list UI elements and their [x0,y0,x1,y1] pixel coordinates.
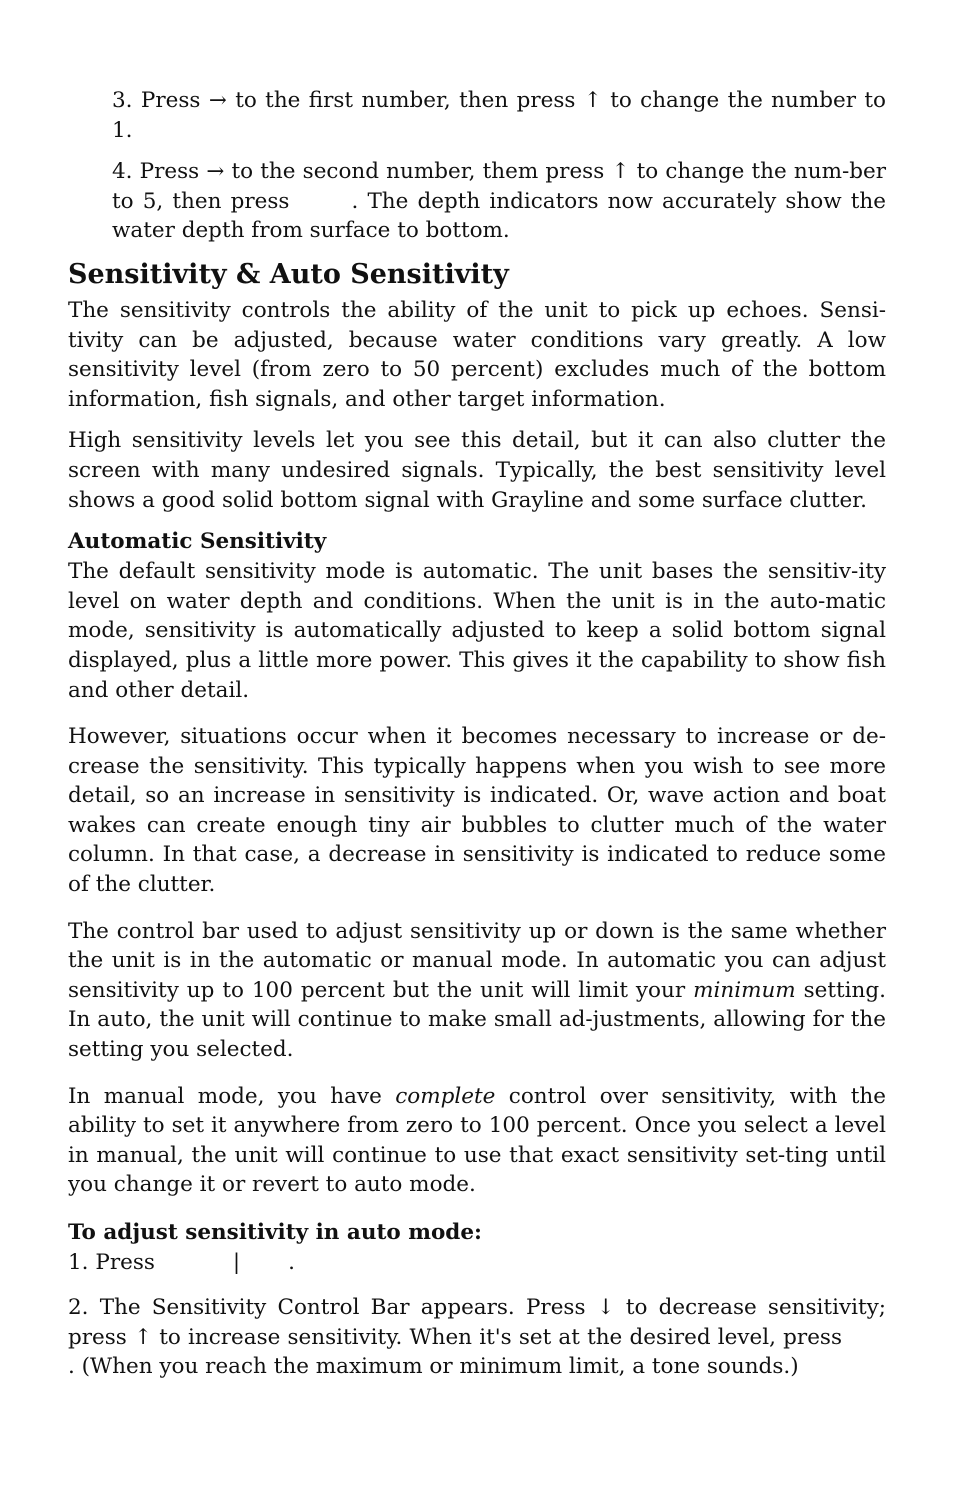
intro-paragraph-1: The sensitivity controls the ability of the unit to pick up echoes. Sensi-tivity can be adjusted, because water conditions vary greatly. A low sensitivity level (from zero to 50 percent) excludes much of the bottom information, fish signals, and other target information. [68,297,886,412]
procedure-step-1 [68,1248,886,1278]
auto-paragraph-4-text-b: control over sensitivity, with the ability to set it anywhere from zero to 100 percent. Once you select a level in manual, the unit will continue to use that exact sensitivity set-ting until you change it or revert to auto mode. [68,1083,886,1198]
procedure-heading: To adjust sensitivity in auto mode: [68,1220,482,1245]
emphasis-complete: complete [395,1083,496,1109]
step-2-text-b: . (When you reach the maximum or minimum limit, a tone sounds.) [68,1354,799,1380]
auto-paragraph-3-text-b: setting. In auto, the unit will continue to make small ad-justments, allowing for the setting you selected. [68,977,886,1063]
step-1-end: . [288,1249,295,1275]
step-4-text-b: . The depth indicators now accurately show the water depth from surface to bottom. [112,188,886,244]
auto-paragraph-3-text-a: The control bar used to adjust sensitivity up or down is the same whether the unit is in the automatic or manual mode. In automatic you can adjust sensitivity up to 100 percent but the unit will limit your [68,918,886,1003]
auto-paragraph-1: The default sensitivity mode is automatic. The unit bases the sensitiv-ity level on water depth and conditions. When the unit is in the auto-matic mode, sensitivity is automatically adjusted to keep a solid bottom signal displayed, plus a little more power. This gives it the capability to show fish and other detail. [68,559,886,703]
auto-paragraph-4-text-a: In manual mode, you have [68,1083,382,1109]
procedure-step-2 [68,1293,886,1382]
step-4 [112,157,886,246]
auto-paragraph-4 [68,1082,886,1200]
auto-sensitivity-heading: Automatic Sensitivity [68,529,327,555]
step-2-text-a: 2. The Sensitivity Control Bar appears. Press ↓ to decrease sensitivity; press ↑ to increase sensitivity. When it's set at the desired level, press [68,1295,886,1350]
step-3: 3. Press → to the first number, then press ↑ to change the number to 1. [112,88,886,143]
step-4-text-a: 4. Press → to the second number, them press ↑ to change the num-ber to 5, then press [112,159,886,214]
emphasis-minimum: minimum [693,977,796,1003]
auto-paragraph-2: However, situations occur when it becomes necessary to increase or de-crease the sensitivity. This typically happens when you wish to see more detail, so an increase in sensitivity is indicated. Or, wave action and boat wakes can create enough tiny air bubbles to clutter much of the water column. In that case, a decrease in sensitivity is indicated to reduce some of the clutter. [68,724,886,898]
step-1-text: 1. Press [68,1249,155,1275]
auto-paragraph-3 [68,917,886,1065]
section-title: Sensitivity & Auto Sensitivity [68,258,509,290]
key-separator: | [232,1249,241,1275]
intro-paragraph-2: High sensitivity levels let you see this detail, but it can also clutter the screen with many undesired signals. Typically, the best sensitivity level shows a good solid bottom signal with Grayline and some surface clutter. [68,428,886,513]
manual-page [68,86,886,1394]
